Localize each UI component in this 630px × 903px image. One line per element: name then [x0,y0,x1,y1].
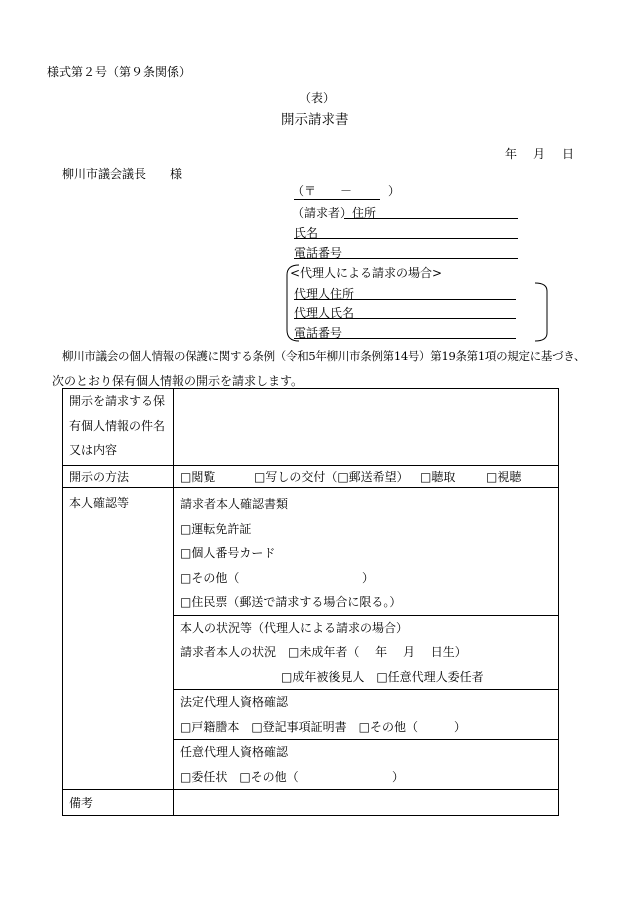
row-subject [63,389,559,466]
request-table [62,388,559,816]
id-other-close: ） [362,570,375,585]
side-label: （表） [299,91,336,105]
id-docs-title: 請求者本人確認書類 [180,497,289,511]
intro-text-line2: 次のとおり保有個人情報の開示を請求します。 [52,374,304,388]
id-other-row [174,566,558,591]
voluntary-agent-section [174,739,558,789]
date-day: 日 [562,147,575,161]
id-resident-checkbox[interactable]: □住民票（郵送で請求する場合に限る。） [180,595,402,609]
id-mynumber-checkbox[interactable]: □個人番号カード [180,546,276,560]
agent-heading: <代理人による請求の場合> [290,266,443,280]
method-copy-checkbox[interactable]: □写しの交付（□郵送希望） [254,470,409,484]
requester-address-label: （請求者）住所 [292,206,377,220]
remarks-input[interactable] [174,790,559,816]
requester-phone-label: 電話番号 [294,246,343,260]
subject-label-line3: 又は内容 [69,443,118,457]
id-other-checkbox[interactable]: □その他（ [180,570,240,585]
method-label: 開示の方法 [63,466,174,488]
voluntary-agent-close: ） [392,769,405,784]
legal-agent-options[interactable]: □戸籍謄本 □登記事項証明書 □その他（ ） [180,719,467,734]
row-identity [63,488,559,790]
status-section [174,615,558,690]
id-license-checkbox[interactable]: □運転免許証 [180,521,252,536]
status-line2[interactable]: □成年被後見人 □任意代理人委任者 [281,669,484,684]
agent-name-line [294,318,516,319]
voluntary-agent-row [174,765,558,790]
voluntary-agent-options[interactable]: □委任状 □その他（ [180,769,299,784]
form-number: 様式第２号（第９条関係） [47,65,192,79]
agent-name-label: 代理人氏名 [294,306,355,320]
agent-phone-line [294,338,516,339]
status-line1[interactable]: 請求者本人の状況 □未成年者（ 年 月 日生） [180,645,467,659]
status-title: 本人の状況等（代理人による請求の場合） [180,620,409,635]
subject-label-line2: 有個人情報の件名 [69,418,166,433]
id-docs-section [174,488,558,615]
identity-content [174,488,559,790]
date-year: 年 [505,147,518,161]
postal-code-field: （〒 － ） [292,184,401,198]
legal-agent-section [174,689,558,739]
requester-name-line [294,238,518,239]
legal-agent-title: 法定代理人資格確認 [180,695,289,709]
remarks-label: 備考 [63,790,174,816]
voluntary-agent-title: 任意代理人資格確認 [180,745,289,759]
agent-address-line [294,299,516,300]
row-remarks [63,790,559,816]
method-options [174,466,559,488]
method-watching-checkbox[interactable]: □視聴 [486,470,522,484]
addressee: 柳川市議会議長 様 [62,167,183,181]
method-viewing-checkbox[interactable]: □閲覧 [180,470,216,484]
page-title: 開示請求書 [281,112,349,128]
subject-label-cell [63,389,174,466]
requester-phone-line [294,258,518,259]
date-month: 月 [533,147,546,161]
method-listening-checkbox[interactable]: □聴取 [420,470,456,484]
requester-name-label: 氏名 [294,226,319,240]
subject-label-line1: 開示を請求する保 [69,394,166,408]
identity-label: 本人確認等 [63,488,174,790]
agent-address-label: 代理人住所 [294,287,355,301]
agent-right-bracket [532,282,552,344]
requester-address-line [344,218,518,219]
agent-phone-label: 電話番号 [294,326,343,340]
row-method [63,466,559,488]
postal-underline [294,199,380,200]
intro-text-line1: 柳川市議会の個人情報の保護に関する条例（令和5年柳川市条例第14号）第19条第1項の規定に基づき、 [62,349,586,363]
subject-input[interactable] [174,389,559,466]
